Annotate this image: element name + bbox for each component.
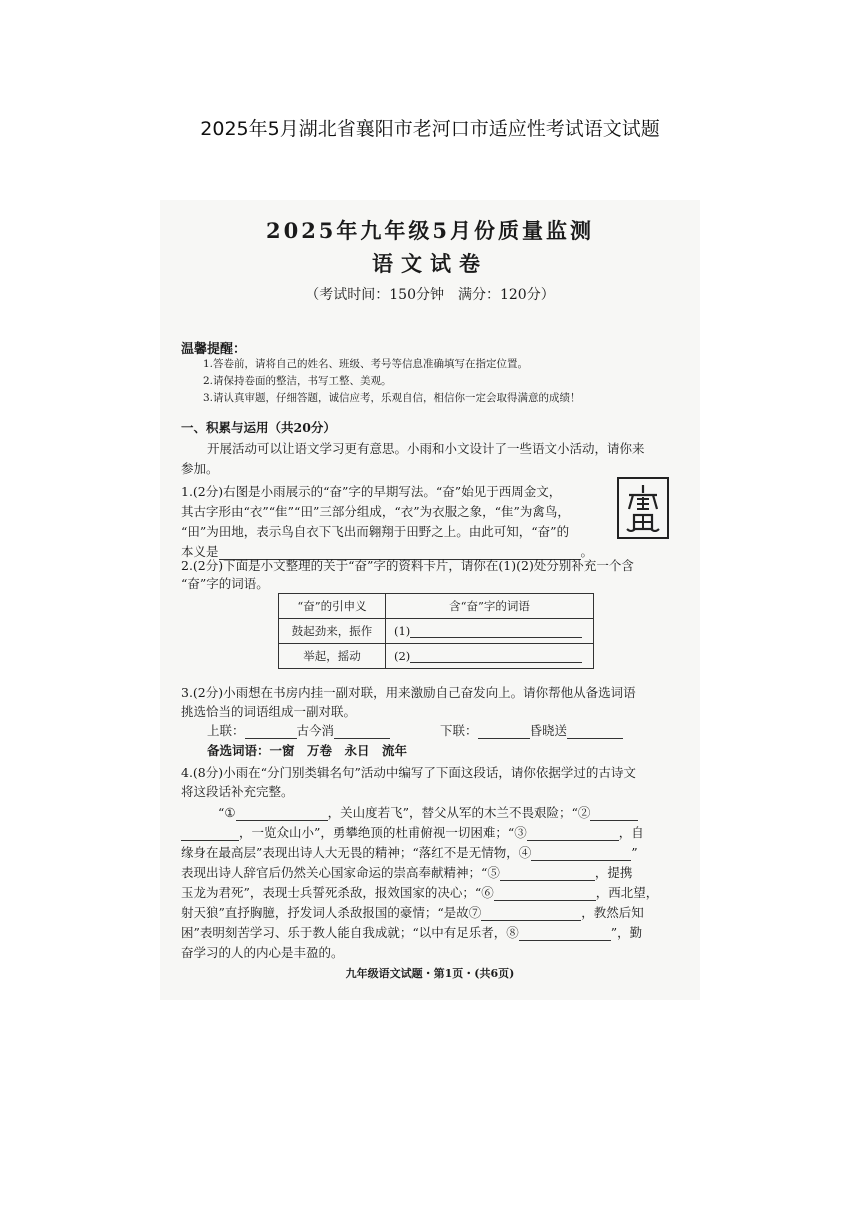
q4-text: 将这段话补充完整。	[181, 784, 294, 799]
notice-item: 2.请保持卷面的整洁，书写工整、美观。	[203, 375, 392, 387]
q4-fragment: 玉龙为君死”，表现士兵誓死杀敌，报效国家的决心；“⑥	[181, 885, 494, 900]
q4-fragment: ，一览众山小”，勇攀绝顶的杜甫俯视一切困难；“③	[239, 825, 527, 840]
q4-line	[181, 883, 658, 901]
notice-item: 1.答卷前，请将自己的姓名、班级、考号等信息准确填写在指定位置。	[203, 358, 529, 370]
q4-line	[181, 863, 632, 881]
q4-text: 4.(8分)小雨在“分门别类辑名句”活动中编写了下面这段话，请你依据学过的古诗文	[181, 765, 636, 780]
q2-answer-blank-1[interactable]	[410, 637, 582, 638]
q1-text: “田”为田地，表示鸟自衣下飞出而翱翔于田野之上。由此可知，“奋”的	[181, 524, 570, 539]
section-intro: 参加。	[181, 461, 219, 476]
q4-blank-7[interactable]	[481, 920, 581, 921]
notice-heading: 温馨提醒：	[181, 342, 247, 357]
q4-blank-6[interactable]	[494, 900, 596, 901]
lower-mid: 昏晓送	[529, 723, 568, 738]
exam-subject: 语文试卷	[372, 251, 488, 276]
q4-fragment: “①	[218, 805, 236, 820]
page-footer: 九年级语文试题・第1页・(共6页)	[345, 967, 515, 980]
q4-fragment: 奋学习的人的内心是丰盈的。	[181, 945, 344, 960]
meaning-cell: 举起，摇动	[279, 644, 386, 669]
table-row	[279, 619, 594, 644]
q2-text: 2.(2分)下面是小文整理的关于“奋”字的资料卡片，请你在(1)(2)处分别补充一个含	[181, 558, 634, 573]
upper-blank-1[interactable]	[245, 738, 297, 739]
document-title: 2025年5月湖北省襄阳市老河口市适应性考试语文试题	[200, 118, 660, 140]
q4-fragment: ，提携	[594, 865, 633, 880]
upper-label: 上联：	[207, 723, 245, 738]
q4-fragment: ，教然后知	[581, 905, 644, 920]
q4-fragment: ”，勤	[610, 925, 643, 940]
blank-label: (1)	[394, 624, 411, 638]
q1-text: 1.(2分)右图是小雨展示的“奋”字的早期写法。“奋”始见于西周金文，	[181, 484, 562, 499]
q1-text: 其古字形由“衣”“隹”“田”三部分组成，“衣”为衣服之象，“隹”为禽鸟，	[181, 504, 570, 519]
q4-blank-5[interactable]	[500, 880, 595, 881]
options-list: 一窗 万卷 永日 流年	[269, 743, 408, 758]
q4-fragment: ”	[631, 845, 638, 860]
options-label: 备选词语：	[207, 743, 270, 758]
upper-mid: 古今消	[296, 723, 335, 738]
table-header: “奋”的引申义	[279, 594, 386, 619]
q2-answer-blank-2[interactable]	[410, 662, 582, 663]
q4-blank-8[interactable]	[519, 940, 611, 941]
notice-item: 3.请认真审题，仔细答题，诚信应考，乐观自信，相信你一定会取得满意的成绩！	[203, 392, 581, 404]
q4-line	[181, 903, 644, 921]
exam-time-score: （考试时间：150分钟 满分：120分）	[305, 287, 555, 303]
blank-label: (2)	[394, 649, 411, 663]
options-row	[207, 741, 407, 759]
q4-fragment: 表现出诗人辞官后仍然关心国家命运的崇高奉献精神；“⑤	[181, 865, 500, 880]
q4-fragment: 困”表明刻苦学习、乐于教人能自我成就；“以中有足乐者，⑧	[181, 925, 519, 940]
lower-label: 下联：	[440, 723, 478, 738]
q4-line	[181, 843, 638, 861]
q4-blank-3[interactable]	[527, 840, 619, 841]
q2-text: “奋”字的词语。	[181, 576, 269, 591]
q3-text: 3.(2分)小雨想在书房内挂一副对联，用来激励自己奋发向上。请你帮他从备选词语	[181, 685, 636, 700]
bronze-script-fen-icon	[617, 477, 669, 539]
q4-fragment: ，自	[618, 825, 644, 840]
q1-lead: 本义是	[181, 544, 219, 559]
q4-blank-2-cont[interactable]	[181, 840, 239, 841]
meaning-cell: 鼓起劲来，振作	[279, 619, 386, 644]
q2-info-card	[278, 593, 594, 669]
q4-blank-4[interactable]	[531, 860, 631, 861]
section-intro: 开展活动可以让语文学习更有意思。小雨和小文设计了一些语文小活动，请你来	[207, 441, 645, 456]
upper-blank-2[interactable]	[334, 738, 390, 739]
q4-fragment: 射天狼”直抒胸臆，抒发词人杀敌报国的豪情；“是故⑦	[181, 905, 482, 920]
section-heading: 一、积累与运用（共20分）	[181, 420, 336, 435]
q4-blank-1[interactable]	[236, 820, 328, 821]
table-row	[279, 644, 594, 669]
q4-line	[181, 943, 344, 961]
q3-text: 挑选恰当的词语组成一副对联。	[181, 704, 357, 719]
lower-blank-2[interactable]	[567, 738, 623, 739]
q4-line	[181, 923, 642, 941]
couplet-row	[207, 721, 623, 739]
q4-line	[181, 823, 644, 841]
exam-title: 2025年九年级5月份质量监测	[265, 218, 595, 243]
q4-blank-2[interactable]	[590, 820, 638, 821]
q4-fragment: ，西北望，	[595, 885, 659, 900]
lower-blank-1[interactable]	[478, 738, 530, 739]
q1-end: 。	[580, 544, 594, 559]
q4-line	[218, 803, 638, 821]
q4-fragment: 缘身在最高层”表现出诗人大无畏的精神；“落红不是无情物，④	[181, 845, 532, 860]
table-header: 含“奋”字的词语	[386, 594, 594, 619]
q4-fragment: ，关山度若飞”，替父从军的木兰不畏艰险；“②	[327, 805, 591, 820]
